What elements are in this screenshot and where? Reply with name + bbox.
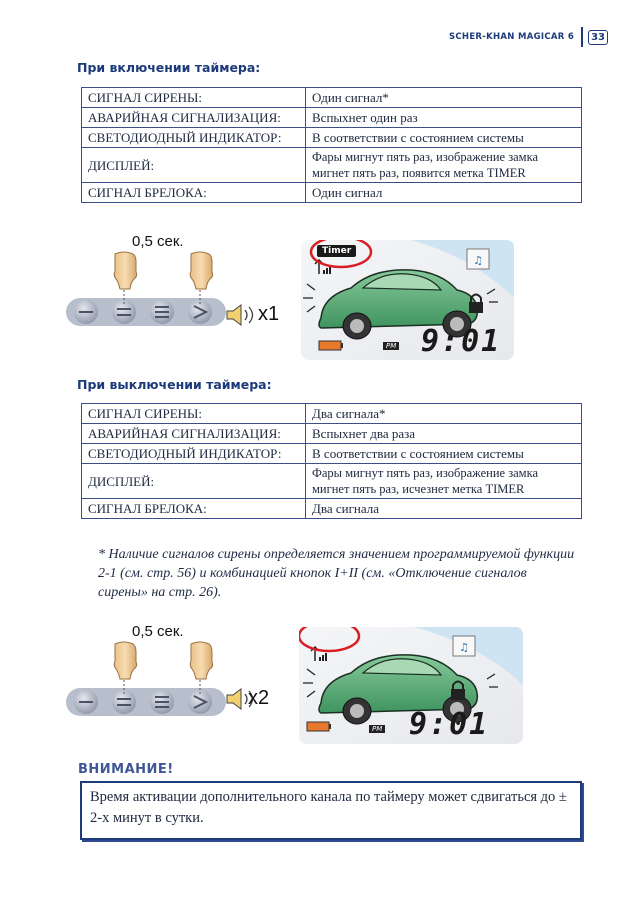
- table-key: АВАРИЙНАЯ СИГНАЛИЗАЦИЯ:: [82, 108, 306, 128]
- table-value: Вспыхнет два раза: [306, 424, 582, 444]
- section-title-timer-off: При выключении таймера:: [77, 377, 272, 392]
- ampm-indicator: PM: [383, 342, 399, 350]
- warning-title: ВНИМАНИЕ!: [78, 762, 174, 777]
- table-key: СИГНАЛ БРЕЛОКА:: [82, 499, 306, 519]
- table-row: [82, 464, 582, 499]
- page-header: [449, 27, 608, 47]
- warning-text: Время активации дополнительного канала по таймеру может сдвигаться до ± 2-х минут в сутки.: [90, 789, 567, 826]
- table-key: ДИСПЛЕЙ:: [82, 464, 306, 499]
- button-iii: [150, 300, 174, 324]
- table-row: [82, 148, 582, 183]
- press-duration-label: 0,5 сек.: [132, 623, 184, 640]
- table-value: Один сигнал: [306, 183, 582, 203]
- finger-pressing-iv-icon: [190, 642, 212, 694]
- timer-on-table: [81, 87, 582, 203]
- svg-text:♫: ♫: [459, 641, 469, 654]
- svg-text:♫: ♫: [473, 254, 483, 267]
- sound-setting-icon: [453, 636, 475, 656]
- section-title-timer-on: При включении таймера:: [77, 60, 261, 75]
- finger-pressing-ii-icon: [114, 642, 136, 694]
- table-row: [82, 499, 582, 519]
- finger-pressing-ii-icon: [114, 252, 136, 304]
- speaker-icon: [224, 302, 258, 328]
- brand-name: SCHER-KHAN MAGICAR 6: [448, 32, 575, 42]
- keyfob-buttons-illustration: [66, 250, 236, 330]
- table-key: АВАРИЙНАЯ СИГНАЛИЗАЦИЯ:: [82, 424, 306, 444]
- button-i: [74, 300, 98, 324]
- keyfob-buttons-illustration: [66, 640, 236, 720]
- page-number: 33: [588, 30, 608, 45]
- signal-multiplier: x2: [248, 687, 270, 709]
- lcd-display-timer-off: [299, 627, 523, 744]
- table-row: [82, 444, 582, 464]
- table-row: [82, 108, 582, 128]
- finger-pressing-iv-icon: [190, 252, 212, 304]
- table-row: [82, 404, 582, 424]
- table-key: СИГНАЛ СИРЕНЫ:: [82, 88, 306, 108]
- button-i: [74, 690, 98, 714]
- table-key: СИГНАЛ СИРЕНЫ:: [82, 404, 306, 424]
- table-key: СВЕТОДИОДНЫЙ ИНДИКАТОР:: [82, 128, 306, 148]
- press-duration-label: 0,5 сек.: [132, 233, 184, 250]
- table-key: СИГНАЛ БРЕЛОКА:: [82, 183, 306, 203]
- timer-off-table: [81, 403, 582, 519]
- table-value: Один сигнал*: [306, 88, 582, 108]
- table-value: Фары мигнут пять раз, изображение замка мигнет пять раз, исчезнет метка TIMER: [306, 464, 582, 499]
- table-value: В соответствии с состоянием системы: [306, 128, 582, 148]
- table-value: Два сигнала: [306, 499, 582, 519]
- button-iii: [150, 690, 174, 714]
- battery-icon: [307, 722, 331, 731]
- table-row: [82, 128, 582, 148]
- table-key: ДИСПЛЕЙ:: [82, 148, 306, 183]
- signal-multiplier: x1: [258, 303, 280, 325]
- table-value: В соответствии с состоянием системы: [306, 444, 582, 464]
- footnote: * Наличие сигналов сирены определяется значением программируемой функции 2-1 (см. стр. 56) и комбинацией кнопок I+II (см. «Отключение сигналов сирены» на стр. 26).: [98, 547, 575, 600]
- lcd-display-timer-on: [301, 240, 514, 360]
- table-row: [82, 424, 582, 444]
- table-value: Фары мигнут пять раз, изображение замка мигнет пять раз, появится метка TIMER: [306, 148, 582, 183]
- header-divider: [581, 27, 583, 47]
- clock-readout: 9:01: [421, 324, 502, 359]
- table-value: Два сигнала*: [306, 404, 582, 424]
- clock-readout: 9:01: [409, 707, 490, 742]
- table-key: СВЕТОДИОДНЫЙ ИНДИКАТОР:: [82, 444, 306, 464]
- table-row: [82, 183, 582, 203]
- timer-badge: Timer: [317, 245, 356, 257]
- table-row: [82, 88, 582, 108]
- table-value: Вспыхнет один раз: [306, 108, 582, 128]
- ampm-indicator: PM: [369, 725, 385, 733]
- warning-box: [80, 781, 582, 840]
